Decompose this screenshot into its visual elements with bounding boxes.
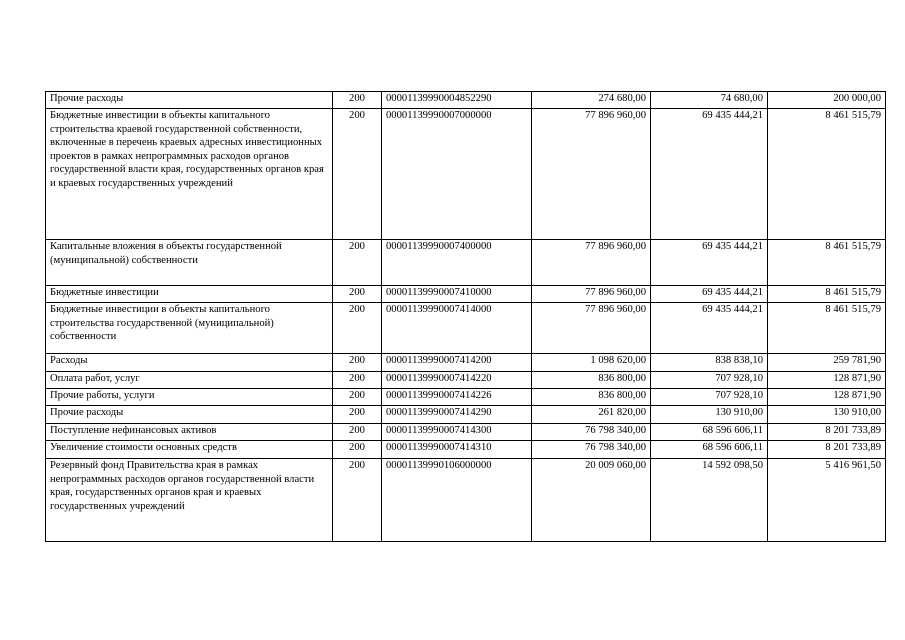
expense-name-cell: Увеличение стоимости основных средств <box>46 441 333 459</box>
remainder-amount-cell: 5 416 961,50 <box>768 459 886 542</box>
budget-execution-table <box>45 91 886 542</box>
expense-name-cell: Расходы <box>46 354 333 372</box>
expense-name-cell: Прочие расходы <box>46 92 333 109</box>
budget-classification-code-cell: 00001139990007414000 <box>382 303 532 354</box>
expense-name-cell: Резервный фонд Правительства края в рамках непрограммных расходов органов государственной власти края, государственных органов края и краевых государственных учреждений <box>46 459 333 542</box>
expense-name-cell: Прочие работы, услуги <box>46 389 333 406</box>
budget-classification-code-cell: 00001139990007414300 <box>382 424 532 441</box>
line-code-cell: 200 <box>333 389 382 406</box>
executed-amount-cell: 68 596 606,11 <box>651 441 768 459</box>
remainder-amount-cell: 8 461 515,79 <box>768 286 886 303</box>
line-code-cell: 200 <box>333 92 382 109</box>
table-row <box>46 286 886 303</box>
expense-name-cell: Бюджетные инвестиции в объекты капитального строительства государственной (муниципальной) собственности <box>46 303 333 354</box>
planned-amount-cell: 77 896 960,00 <box>532 109 651 240</box>
remainder-amount-cell: 8 201 733,89 <box>768 424 886 441</box>
budget-classification-code-cell: 00001139990004852290 <box>382 92 532 109</box>
executed-amount-cell: 69 435 444,21 <box>651 286 768 303</box>
budget-classification-code-cell: 00001139990007414310 <box>382 441 532 459</box>
planned-amount-cell: 77 896 960,00 <box>532 303 651 354</box>
budget-classification-code-cell: 00001139990007414200 <box>382 354 532 372</box>
planned-amount-cell: 1 098 620,00 <box>532 354 651 372</box>
executed-amount-cell: 69 435 444,21 <box>651 303 768 354</box>
planned-amount-cell: 77 896 960,00 <box>532 286 651 303</box>
remainder-amount-cell: 8 461 515,79 <box>768 240 886 286</box>
remainder-amount-cell: 8 461 515,79 <box>768 303 886 354</box>
executed-amount-cell: 838 838,10 <box>651 354 768 372</box>
table-row <box>46 109 886 240</box>
table-row <box>46 303 886 354</box>
remainder-amount-cell: 259 781,90 <box>768 354 886 372</box>
line-code-cell: 200 <box>333 109 382 240</box>
line-code-cell: 200 <box>333 372 382 389</box>
planned-amount-cell: 836 800,00 <box>532 389 651 406</box>
budget-classification-code-cell: 00001139990007000000 <box>382 109 532 240</box>
executed-amount-cell: 69 435 444,21 <box>651 240 768 286</box>
expense-name-cell: Капитальные вложения в объекты государственной (муниципальной) собственности <box>46 240 333 286</box>
planned-amount-cell: 836 800,00 <box>532 372 651 389</box>
planned-amount-cell: 76 798 340,00 <box>532 424 651 441</box>
table-row <box>46 441 886 459</box>
table-row <box>46 372 886 389</box>
budget-report-page <box>45 91 886 542</box>
expense-name-cell: Прочие расходы <box>46 406 333 424</box>
executed-amount-cell: 69 435 444,21 <box>651 109 768 240</box>
budget-classification-code-cell: 00001139990007414226 <box>382 389 532 406</box>
executed-amount-cell: 707 928,10 <box>651 389 768 406</box>
budget-classification-code-cell: 00001139990106000000 <box>382 459 532 542</box>
budget-classification-code-cell: 00001139990007414290 <box>382 406 532 424</box>
line-code-cell: 200 <box>333 286 382 303</box>
remainder-amount-cell: 200 000,00 <box>768 92 886 109</box>
budget-classification-code-cell: 00001139990007410000 <box>382 286 532 303</box>
remainder-amount-cell: 8 461 515,79 <box>768 109 886 240</box>
executed-amount-cell: 130 910,00 <box>651 406 768 424</box>
budget-classification-code-cell: 00001139990007414220 <box>382 372 532 389</box>
table-row <box>46 424 886 441</box>
table-row <box>46 354 886 372</box>
expense-name-cell: Оплата работ, услуг <box>46 372 333 389</box>
line-code-cell: 200 <box>333 354 382 372</box>
expense-name-cell: Бюджетные инвестиции в объекты капитального строительства краевой государственной собственности, включенные в перечень краевых адресных инвестиционных проектов в рамках непрограммных расходов органов государственной власти края, государственных органов края и краевых государственных учреждений <box>46 109 333 240</box>
planned-amount-cell: 76 798 340,00 <box>532 441 651 459</box>
table-row <box>46 459 886 542</box>
line-code-cell: 200 <box>333 441 382 459</box>
planned-amount-cell: 20 009 060,00 <box>532 459 651 542</box>
table-row <box>46 389 886 406</box>
line-code-cell: 200 <box>333 240 382 286</box>
remainder-amount-cell: 8 201 733,89 <box>768 441 886 459</box>
executed-amount-cell: 707 928,10 <box>651 372 768 389</box>
line-code-cell: 200 <box>333 406 382 424</box>
executed-amount-cell: 14 592 098,50 <box>651 459 768 542</box>
planned-amount-cell: 77 896 960,00 <box>532 240 651 286</box>
table-row <box>46 406 886 424</box>
expense-name-cell: Поступление нефинансовых активов <box>46 424 333 441</box>
table-row <box>46 92 886 109</box>
remainder-amount-cell: 128 871,90 <box>768 372 886 389</box>
line-code-cell: 200 <box>333 459 382 542</box>
remainder-amount-cell: 130 910,00 <box>768 406 886 424</box>
budget-classification-code-cell: 00001139990007400000 <box>382 240 532 286</box>
executed-amount-cell: 68 596 606,11 <box>651 424 768 441</box>
remainder-amount-cell: 128 871,90 <box>768 389 886 406</box>
planned-amount-cell: 261 820,00 <box>532 406 651 424</box>
line-code-cell: 200 <box>333 303 382 354</box>
line-code-cell: 200 <box>333 424 382 441</box>
table-row <box>46 240 886 286</box>
planned-amount-cell: 274 680,00 <box>532 92 651 109</box>
executed-amount-cell: 74 680,00 <box>651 92 768 109</box>
expense-name-cell: Бюджетные инвестиции <box>46 286 333 303</box>
